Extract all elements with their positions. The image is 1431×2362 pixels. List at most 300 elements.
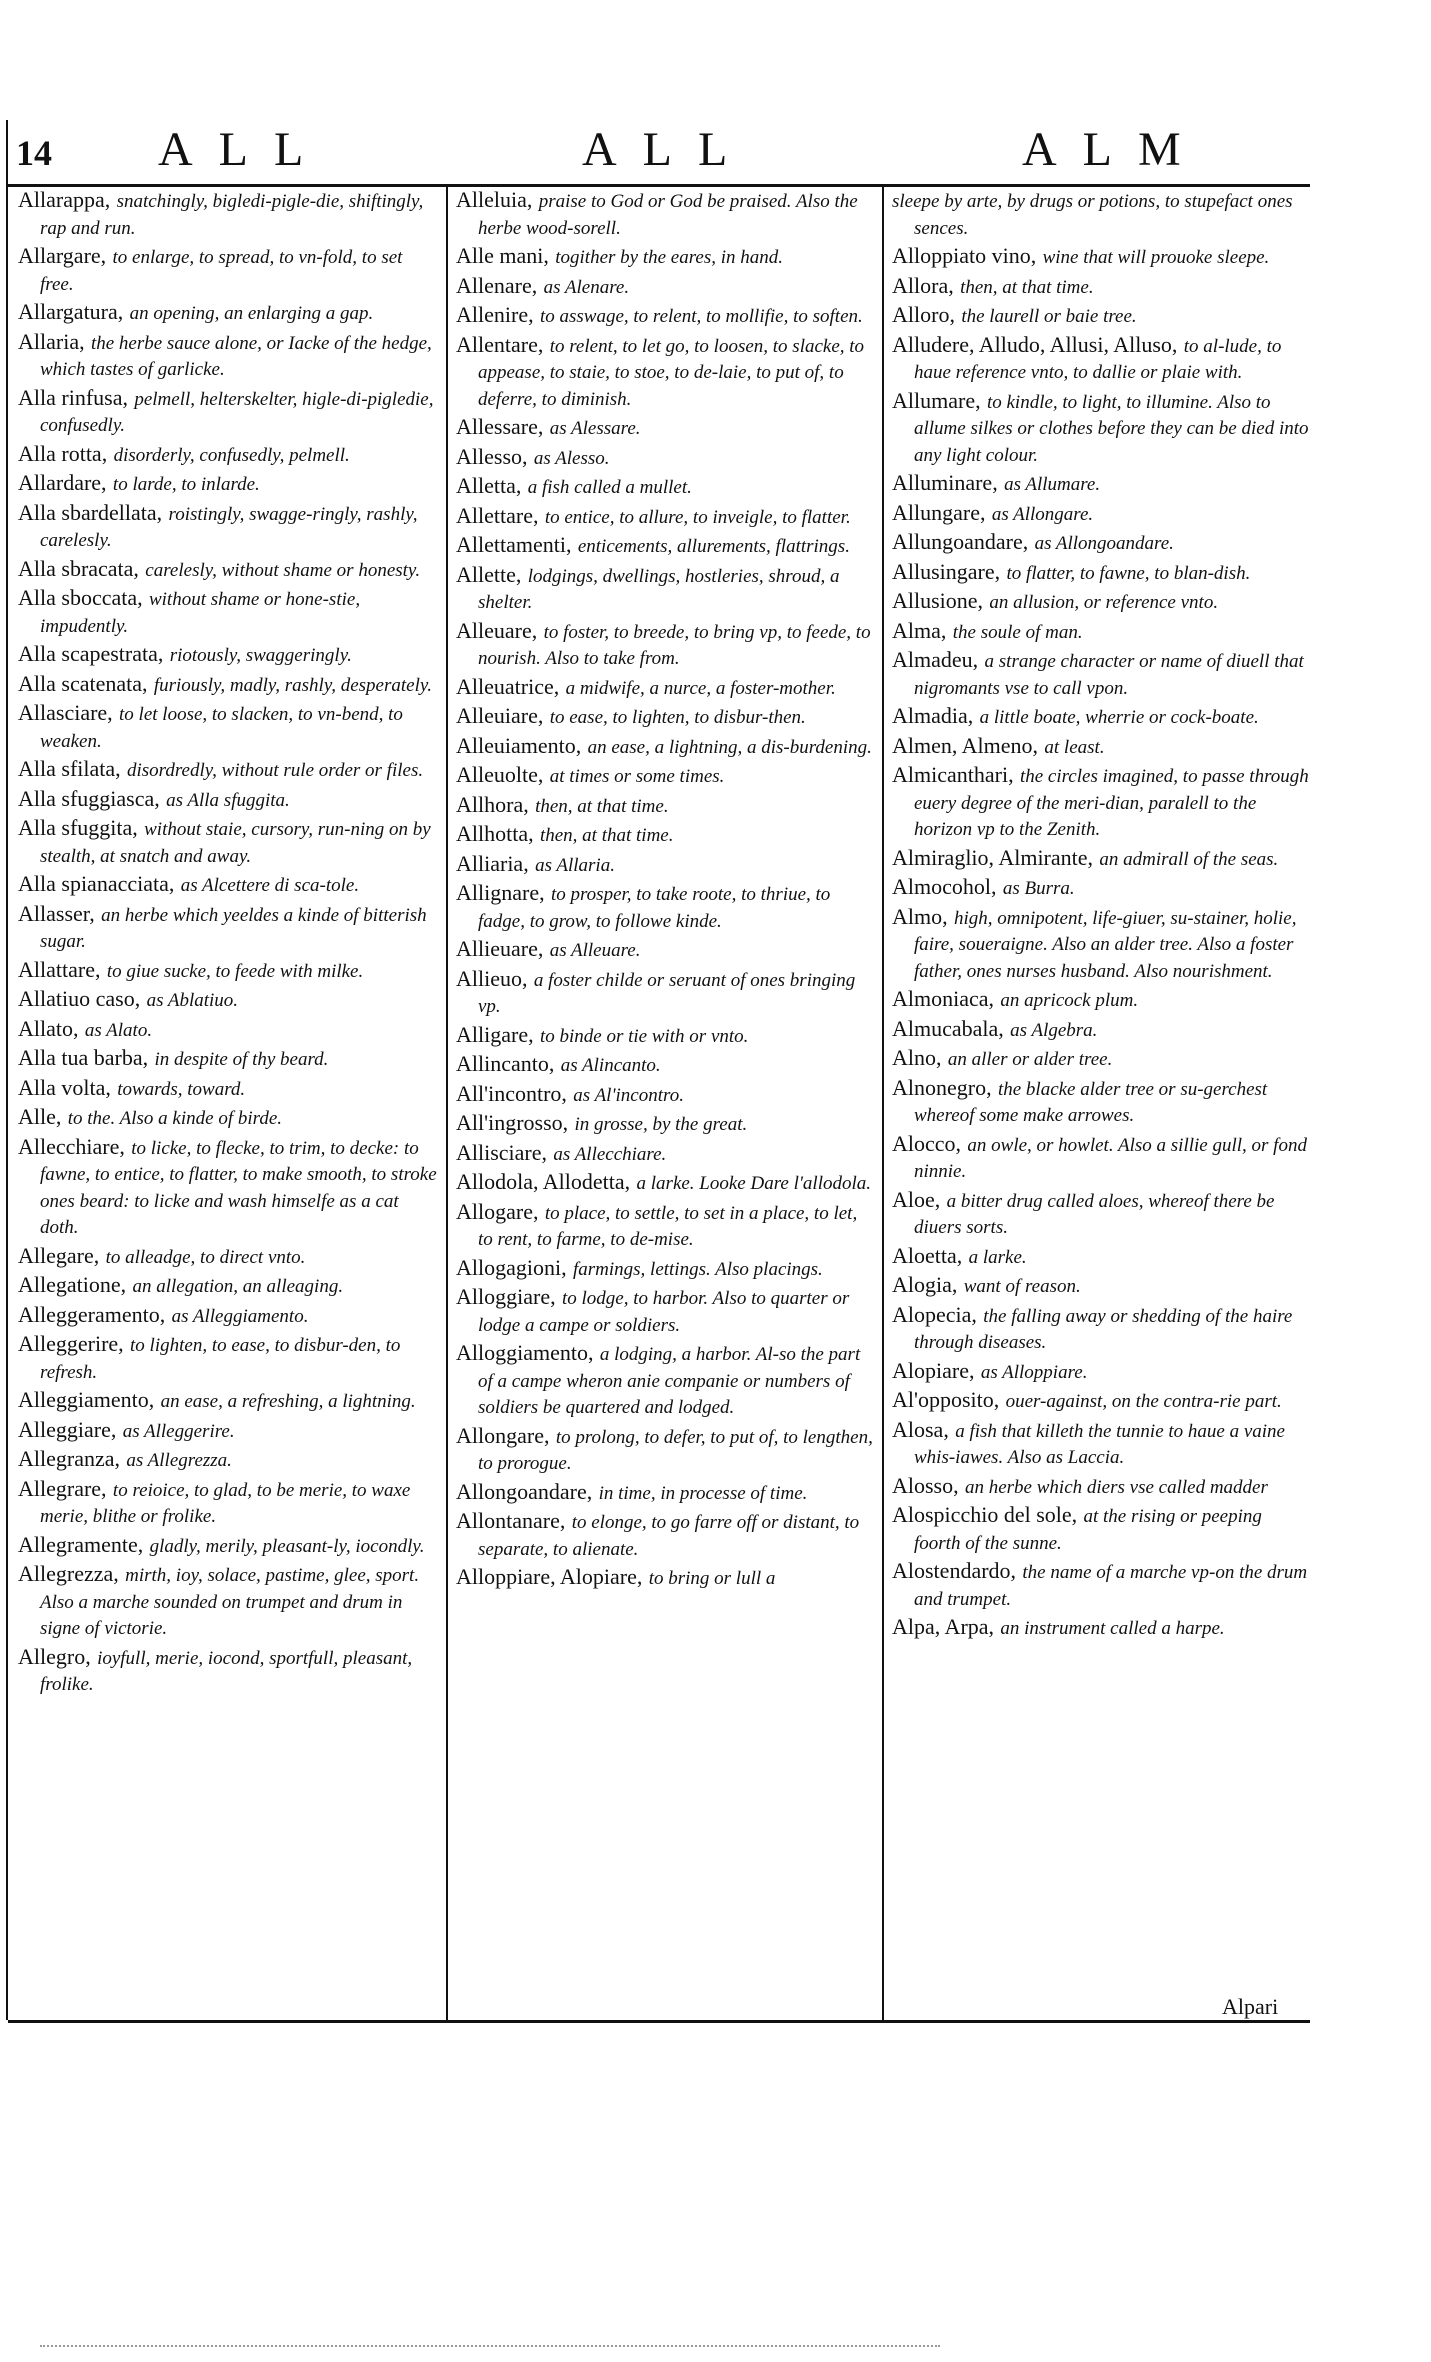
entry-headword: Alla tua barba,	[18, 1045, 149, 1070]
entry-definition: as Alleuare.	[549, 940, 641, 961]
entry-headword: Alospicchio del sole,	[892, 1502, 1078, 1527]
entry-definition: enticements, allurements, flattrings.	[577, 536, 850, 557]
entry-definition: as Alincanto.	[560, 1055, 661, 1076]
dictionary-entry	[892, 1559, 1312, 1612]
entry-definition: without shame or hone-stie, impudently.	[40, 589, 361, 637]
entry-headword: Allignare,	[456, 880, 545, 905]
dictionary-entry	[18, 586, 438, 639]
entry-headword: Aloetta,	[892, 1242, 963, 1268]
dictionary-entry	[456, 188, 876, 241]
entry-headword: Allaria,	[18, 328, 85, 354]
dictionary-entry	[892, 648, 1312, 701]
dictionary-entry	[18, 300, 438, 327]
dictionary-entry	[456, 1285, 876, 1338]
dictionary-entry	[18, 1645, 438, 1698]
entry-definition: an herbe which diers vse called madder	[964, 1476, 1268, 1498]
entry-definition: as Allegrezza.	[126, 1450, 232, 1471]
dictionary-entry	[456, 1341, 876, 1421]
dictionary-entry	[456, 704, 876, 731]
entry-definition: to licke, to flecke, to trim, to decke: to fawne, to entice, to flatter, to make smooth, to stroke ones beard: to licke and wash himselfe as a cat doth.	[40, 1137, 437, 1238]
dictionary-entry	[18, 672, 438, 699]
dictionary-entry	[892, 333, 1312, 386]
entry-definition: to foster, to breede, to bring vp, to feede, to nourish. Also to take from.	[478, 621, 871, 669]
dictionary-entry	[456, 1200, 876, 1253]
entry-definition: an owle, or howlet. Also a sillie gull, or fond ninnie.	[914, 1134, 1307, 1182]
column-divider-1	[446, 184, 448, 2020]
entry-headword: Allungoandare,	[892, 529, 1029, 554]
entry-headword: Allincanto,	[456, 1051, 555, 1076]
entry-headword: Allentare,	[456, 331, 544, 357]
dictionary-entry	[456, 619, 876, 672]
column-divider-2	[882, 184, 884, 2020]
entry-definition: as Alenare.	[543, 276, 630, 298]
entry-definition: ouer-against, on the contra-rie part.	[1005, 1391, 1282, 1412]
dictionary-entry	[18, 1046, 438, 1073]
entry-headword: Allattare,	[18, 956, 101, 982]
dictionary-entry	[892, 560, 1312, 587]
entry-definition: to larde, to inlarde.	[112, 474, 260, 495]
dictionary-entry	[892, 1303, 1312, 1356]
entry-definition: as Alesso.	[533, 447, 610, 469]
entry-headword: Alla scapestrata,	[18, 641, 164, 666]
dictionary-entry	[456, 1565, 876, 1592]
entry-headword: Alopecia,	[892, 1301, 977, 1327]
entry-definition: carelesly, without shame or honesty.	[145, 559, 421, 581]
entry-headword: Alostendardo,	[892, 1558, 1017, 1583]
entry-definition: an ease, a refreshing, a lightning.	[160, 1391, 416, 1412]
dictionary-entry	[892, 619, 1312, 646]
dictionary-entry	[892, 704, 1312, 731]
dictionary-entry	[18, 958, 438, 985]
entry-definition: as Algebra.	[1010, 1019, 1098, 1041]
dictionary-entry	[892, 471, 1312, 498]
dictionary-entry	[456, 504, 876, 531]
entry-definition: an opening, an enlarging a gap.	[129, 303, 374, 324]
catchword: Alpari	[1222, 1994, 1279, 2019]
entry-definition: to lodge, to harbor. Also to quarter or lodge a campe or soldiers.	[478, 1288, 850, 1336]
dictionary-entry	[18, 872, 438, 899]
dictionary-entry	[892, 1474, 1312, 1501]
entry-definition: wine that will prouoke sleepe.	[1042, 247, 1270, 268]
entry-definition: then, at that time.	[960, 276, 1094, 298]
dictionary-entry	[18, 471, 438, 498]
dictionary-entry	[18, 1303, 438, 1330]
entry-definition: want of reason.	[963, 1276, 1081, 1297]
entry-headword: Alleuatrice,	[456, 673, 560, 699]
dictionary-entry	[892, 530, 1312, 557]
entry-definition: a larke.	[968, 1246, 1027, 1268]
entry-definition: mirth, ioy, solace, pastime, glee, sport. Also a marche sounded on trumpet and drum in signe of victorie.	[40, 1565, 420, 1639]
dictionary-entry	[456, 1170, 876, 1197]
dictionary-entry	[18, 442, 438, 469]
entry-headword: Alla sboccata,	[18, 585, 143, 610]
entry-definition: an ease, a lightning, a dis-burdening.	[587, 736, 872, 758]
dictionary-entry	[892, 244, 1312, 271]
entry-headword: Almocohol,	[892, 874, 997, 899]
entry-headword: Allette,	[456, 561, 522, 587]
entry-headword: Alno,	[892, 1045, 942, 1070]
entry-headword: Allodola, Allodetta,	[456, 1169, 631, 1194]
entry-definition: to prolong, to defer, to put of, to lengthen, to prorogue.	[478, 1426, 873, 1474]
entry-headword: Alligare,	[456, 1021, 534, 1047]
entry-definition: to prosper, to take roote, to thriue, to fadge, to grow, to followe kinde.	[478, 884, 831, 932]
entry-definition: roistingly, swagge-ringly, rashly, carelesly.	[40, 503, 418, 551]
dictionary-entry	[892, 1615, 1312, 1642]
entry-definition: without staie, cursory, run-ning on by stealth, at snatch and away.	[40, 819, 431, 867]
entry-headword: Alloro,	[892, 302, 955, 327]
column-center	[456, 188, 876, 1595]
entry-headword: Allieuo,	[456, 965, 528, 991]
entry-definition: as Burra.	[1002, 878, 1075, 899]
entry-headword: Alle,	[18, 1104, 62, 1129]
entry-headword: Allora,	[892, 272, 954, 298]
entry-headword: Alla scatenata,	[18, 670, 148, 696]
entry-headword: Allhora,	[456, 791, 529, 817]
dictionary-entry	[892, 1132, 1312, 1185]
dictionary-entry	[18, 642, 438, 669]
entry-definition: high, omnipotent, life-giuer, su-stainer, holie, faire, soueraigne. Also an alder tree. Also a foster father, ones nurses husband. Also nourishment.	[914, 907, 1297, 982]
dictionary-entry	[18, 330, 438, 383]
entry-headword: Alleuare,	[456, 617, 538, 643]
entry-definition: as Ablatiuo.	[146, 990, 239, 1011]
footer-rule	[8, 2020, 1310, 2023]
dictionary-entry	[892, 274, 1312, 301]
entry-definition: to enlarge, to spread, to vn-fold, to set free.	[40, 247, 403, 295]
dictionary-entry	[18, 188, 438, 241]
entry-definition: then, at that time.	[539, 825, 674, 846]
dictionary-entry	[456, 734, 876, 761]
entry-headword: Alloppiato vino,	[892, 243, 1037, 268]
entry-definition: the name of a marche vp-on the drum and trumpet.	[914, 1562, 1308, 1610]
entry-definition: the falling away or shedding of the haire through diseases.	[914, 1305, 1293, 1353]
page-edge	[40, 2345, 940, 2347]
entry-headword: Alla sbardellata,	[18, 499, 163, 525]
entry-definition: as Allecchiare.	[553, 1143, 667, 1165]
entry-definition: as Alloppiare.	[980, 1361, 1088, 1383]
dictionary-entry	[456, 822, 876, 849]
dictionary-entry	[892, 763, 1312, 843]
entry-definition: as Al'incontro.	[573, 1084, 684, 1106]
entry-headword: Alla sfuggiasca,	[18, 785, 160, 811]
entry-definition: riotously, swaggeringly.	[169, 645, 352, 666]
dictionary-entry	[456, 303, 876, 330]
entry-headword: Allenire,	[456, 302, 534, 327]
entry-headword: Allegramente,	[18, 1531, 144, 1557]
dictionary-entry	[892, 1076, 1312, 1129]
dictionary-entry	[18, 1332, 438, 1385]
dictionary-entry	[456, 1424, 876, 1477]
dictionary-entry	[18, 501, 438, 554]
entry-definition: an allegation, an alleaging.	[132, 1276, 344, 1297]
dictionary-entry	[18, 244, 438, 297]
entry-headword: Alla spianacciata,	[18, 871, 175, 896]
entry-definition: to kindle, to light, to illumine. Also to allume silkes or clothes before they can be died into any light colour.	[914, 391, 1309, 466]
dictionary-entry	[18, 787, 438, 814]
dictionary-entry	[456, 474, 876, 501]
entry-definition: an admirall of the seas.	[1099, 848, 1279, 870]
entry-definition: a strange character or name of diuell that nigromants vse to call vpon.	[914, 651, 1304, 699]
entry-definition: the circles imagined, to passe through euery degree of the meri-dian, paralell to the horizon vp to the Zenith.	[914, 766, 1309, 840]
entry-definition: an apricock plum.	[1000, 990, 1139, 1011]
dictionary-entry	[18, 902, 438, 955]
entry-definition: pelmell, helterskelter, higle-di-pigledie, confusedly.	[40, 388, 434, 436]
entry-headword: Alleggeramento,	[18, 1301, 166, 1327]
entry-definition: a midwife, a nurce, a foster-mother.	[565, 677, 836, 699]
entry-headword: Alma,	[892, 617, 947, 643]
entry-definition: the laurell or baie tree.	[961, 306, 1137, 327]
entry-headword: Almiraglio, Almirante,	[892, 844, 1094, 870]
entry-definition: lodgings, dwellings, hostleries, shroud, a shelter.	[478, 565, 840, 613]
dictionary-entry	[892, 734, 1312, 761]
entry-headword: Allatiuo caso,	[18, 986, 141, 1011]
entry-headword: Almo,	[892, 903, 948, 929]
entry-headword: Almicanthari,	[892, 762, 1014, 787]
entry-headword: Allasser,	[18, 900, 95, 926]
entry-headword: Allasciare,	[18, 700, 113, 725]
dictionary-entry	[892, 875, 1312, 902]
entry-definition: a fish that killeth the tunnie to haue a vaine whis-iawes. Also as Laccia.	[914, 1420, 1285, 1468]
entry-definition: to let loose, to slacken, to vn-bend, to weaken.	[40, 704, 403, 752]
dictionary-entry	[892, 188, 1312, 241]
page-header	[10, 118, 1310, 184]
dictionary-entry	[892, 1244, 1312, 1271]
dictionary-entry	[18, 557, 438, 584]
left-margin-rule	[6, 120, 8, 2020]
dictionary-entry	[18, 1447, 438, 1474]
entry-definition: to entice, to allure, to inveigle, to flatter.	[544, 506, 851, 528]
dictionary-entry	[456, 675, 876, 702]
entry-definition: as Alato.	[84, 1019, 153, 1041]
dictionary-entry	[18, 1076, 438, 1103]
dictionary-entry	[892, 846, 1312, 873]
dictionary-entry	[18, 1273, 438, 1300]
dictionary-entry	[456, 881, 876, 934]
dictionary-entry	[456, 274, 876, 301]
entry-headword: Alla rinfusa,	[18, 384, 128, 410]
entry-headword: Alla sfilata,	[18, 756, 121, 781]
entry-headword: Alosso,	[892, 1472, 959, 1498]
entry-headword: Almen, Almeno,	[892, 732, 1039, 758]
entry-definition: the blacke alder tree or su-gerchest whereof some make arrowes.	[914, 1078, 1268, 1126]
entry-definition: to bring or lull a	[648, 1568, 776, 1589]
entry-definition: towards, toward.	[117, 1078, 246, 1100]
entry-headword: Almucabala,	[892, 1015, 1004, 1041]
entry-definition: at the rising or peeping foorth of the sunne.	[914, 1506, 1262, 1554]
dictionary-entry	[18, 386, 438, 439]
entry-headword: Allegatione,	[18, 1272, 127, 1297]
dictionary-entry	[456, 445, 876, 472]
dictionary-entry	[456, 937, 876, 964]
dictionary-entry	[892, 589, 1312, 616]
entry-definition: as Allumare.	[1004, 474, 1101, 495]
running-head-left: ALL	[158, 123, 330, 176]
dictionary-entry	[456, 1023, 876, 1050]
entry-headword: Alloggiare,	[456, 1284, 556, 1309]
entry-definition: to asswage, to relent, to mollifie, to soften.	[539, 306, 863, 327]
dictionary-entry	[456, 1052, 876, 1079]
entry-definition: to binde or tie with or vnto.	[539, 1025, 749, 1047]
entry-headword: Allargatura,	[18, 299, 124, 324]
entry-headword: Alleluia,	[456, 187, 533, 212]
entry-definition: to giue sucke, to feede with milke.	[106, 960, 364, 982]
dictionary-entry	[456, 1082, 876, 1109]
entry-definition: to reioice, to glad, to be merie, to waxe merie, blithe or frolike.	[40, 1479, 411, 1527]
entry-definition: farmings, lettings. Also placings.	[572, 1258, 823, 1280]
entry-headword: Allegare,	[18, 1242, 100, 1268]
entry-definition: in grosse, by the great.	[574, 1114, 748, 1135]
entry-headword: Alogia,	[892, 1272, 958, 1297]
entry-headword: Alle mani,	[456, 243, 549, 268]
entry-definition: as Alcettere di sca-tole.	[180, 875, 360, 896]
entry-headword: Alleuiamento,	[456, 732, 582, 758]
dictionary-entry	[456, 967, 876, 1020]
entry-headword: Almoniaca,	[892, 986, 995, 1011]
dictionary-entry	[18, 816, 438, 869]
entry-headword: Allegrezza,	[18, 1561, 119, 1586]
entry-definition: gladly, merily, pleasant-ly, iocondly.	[149, 1535, 425, 1557]
entry-definition: to al-lude, to haue reference vnto, to dallie or plaie with.	[914, 335, 1282, 383]
entry-headword: Alleuolte,	[456, 762, 544, 787]
entry-headword: Allieuare,	[456, 936, 544, 961]
entry-headword: Allongoandare,	[456, 1478, 593, 1504]
entry-headword: All'incontro,	[456, 1080, 567, 1106]
entry-definition: as Alleggiamento.	[171, 1305, 309, 1327]
entry-definition: to flatter, to fawne, to blan-dish.	[1006, 562, 1251, 584]
dictionary-entry	[892, 1188, 1312, 1241]
dictionary-entry	[456, 852, 876, 879]
entry-definition: to relent, to let go, to loosen, to slacke, to appease, to staie, to stoe, to de-laie, to put of, to deferre, to diminish.	[478, 335, 865, 410]
entry-headword: Alla volta,	[18, 1074, 111, 1100]
running-head-right: ALM	[1022, 123, 1207, 176]
dictionary-entry	[456, 415, 876, 442]
entry-definition: ioyfull, merie, iocond, sportfull, pleasant, frolike.	[40, 1647, 413, 1695]
entry-headword: Alpa, Arpa,	[892, 1614, 995, 1639]
entry-headword: Al'opposito,	[892, 1387, 1000, 1412]
entry-headword: Allegro,	[18, 1643, 91, 1669]
dictionary-entry	[456, 1141, 876, 1168]
entry-headword: Allardare,	[18, 470, 107, 495]
dictionary-entry	[892, 1017, 1312, 1044]
entry-headword: Alnonegro,	[892, 1074, 992, 1100]
entry-definition: as Alleggerire.	[122, 1420, 235, 1442]
entry-headword: Alocco,	[892, 1130, 962, 1156]
entry-headword: Allongare,	[456, 1422, 550, 1448]
entry-definition: to alleadge, to direct vnto.	[105, 1246, 306, 1268]
entry-definition: furiously, madly, rashly, desperately.	[153, 674, 432, 696]
entry-definition: an aller or alder tree.	[947, 1049, 1113, 1070]
entry-headword: Alla sbracata,	[18, 555, 139, 581]
entry-headword: Aloe,	[892, 1186, 941, 1212]
page-number: 14	[16, 133, 52, 173]
entry-headword: Alla sfuggita,	[18, 815, 138, 840]
dictionary-entry	[456, 1480, 876, 1507]
entry-definition: a fish called a mullet.	[527, 477, 692, 498]
dictionary-entry	[892, 303, 1312, 330]
dictionary-entry	[18, 1135, 438, 1241]
entry-headword: Alleggerire,	[18, 1331, 124, 1356]
entry-headword: Alletta,	[456, 473, 522, 498]
dictionary-entry	[456, 763, 876, 790]
entry-definition: in despite of thy beard.	[154, 1049, 329, 1070]
entry-headword: Alloggiamento,	[456, 1340, 594, 1365]
entry-headword: Allungare,	[892, 499, 986, 525]
dictionary-entry	[18, 987, 438, 1014]
column-left	[18, 188, 438, 1701]
dictionary-entry	[892, 1503, 1312, 1556]
header-rule	[8, 184, 1310, 187]
entry-definition: at least.	[1044, 736, 1105, 758]
entry-headword: Alleuiare,	[456, 703, 544, 728]
dictionary-entry	[892, 1359, 1312, 1386]
entry-headword: Allato,	[18, 1015, 79, 1041]
entry-headword: Allontanare,	[456, 1508, 566, 1533]
entry-headword: Allumare,	[892, 387, 981, 413]
entry-definition: the herbe sauce alone, or Iacke of the hedge, which tastes of garlicke.	[40, 332, 432, 380]
dictionary-entry	[456, 244, 876, 271]
entry-headword: Allarappa,	[18, 187, 111, 212]
dictionary-entry	[892, 1388, 1312, 1415]
entry-definition: praise to God or God be praised. Also the herbe wood-sorell.	[478, 191, 858, 239]
entry-headword: Alleggiare,	[18, 1416, 117, 1442]
entry-definition: an instrument called a harpe.	[1000, 1618, 1225, 1639]
entry-definition: sleepe by arte, by drugs or potions, to stupefact ones sences.	[892, 191, 1293, 239]
entry-definition: a bitter drug called aloes, whereof there be diuers sorts.	[914, 1190, 1275, 1238]
entry-headword: All'ingrosso,	[456, 1110, 569, 1135]
dictionary-entry	[18, 1418, 438, 1445]
dictionary-entry	[18, 1105, 438, 1132]
entry-definition: as Allongoandare.	[1034, 533, 1174, 554]
entry-definition: an herbe which yeeldes a kinde of bitterish sugar.	[40, 904, 427, 952]
entry-headword: Almadeu,	[892, 647, 979, 672]
entry-headword: Allusione,	[892, 588, 984, 613]
entry-definition: as Alla sfuggita.	[166, 789, 290, 811]
entry-definition: to elonge, to go farre off or distant, to separate, to alienate.	[478, 1512, 860, 1560]
entry-headword: Alleggiamento,	[18, 1387, 155, 1412]
entry-definition: disorderly, confusedly, pelmell.	[113, 444, 350, 466]
entry-headword: Allegranza,	[18, 1446, 120, 1471]
dictionary-entry	[18, 1533, 438, 1560]
dictionary-entry	[892, 987, 1312, 1014]
entry-headword: Allettamenti,	[456, 532, 572, 557]
dictionary-entry	[18, 1244, 438, 1271]
entry-definition: to ease, to lighten, to disbur-then.	[549, 707, 806, 728]
column-right	[892, 188, 1312, 1645]
entry-headword: Allegrare,	[18, 1475, 107, 1501]
entry-definition: disordredly, without rule order or files.	[127, 760, 424, 781]
entry-headword: Allecchiare,	[18, 1133, 125, 1159]
entry-headword: Allogagioni,	[456, 1254, 567, 1280]
entry-definition: to the. Also a kinde of birde.	[67, 1108, 283, 1129]
entry-definition: to place, to settle, to set in a place, to let, to rent, to farme, to de-mise.	[478, 1202, 858, 1250]
entry-definition: a larke. Looke Dare l'allodola.	[636, 1173, 872, 1194]
dictionary-entry	[892, 905, 1312, 985]
entry-definition: snatchingly, bigledi-pigle-die, shiftingly, rap and run.	[40, 191, 424, 239]
entry-definition: as Alessare.	[549, 418, 641, 439]
entry-headword: Alliaria,	[456, 850, 529, 876]
entry-definition: at times or some times.	[549, 766, 725, 787]
entry-headword: Alludere, Alludo, Allusi, Alluso,	[892, 331, 1178, 357]
entry-definition: a lodging, a harbor. Al-so the part of a campe wheron anie companie or numbers of soldiers be quartered and lodged.	[478, 1344, 861, 1418]
dictionary-entry	[456, 563, 876, 616]
dictionary-entry	[456, 793, 876, 820]
entry-definition: a little boate, wherrie or cock-boate.	[979, 707, 1259, 728]
entry-headword: Alloppiare, Alopiare,	[456, 1564, 643, 1589]
entry-headword: Allesso,	[456, 443, 528, 469]
dictionary-entry	[456, 1111, 876, 1138]
dictionary-entry	[18, 1477, 438, 1530]
entry-definition: as Allaria.	[535, 854, 615, 876]
dictionary-entry	[18, 1017, 438, 1044]
